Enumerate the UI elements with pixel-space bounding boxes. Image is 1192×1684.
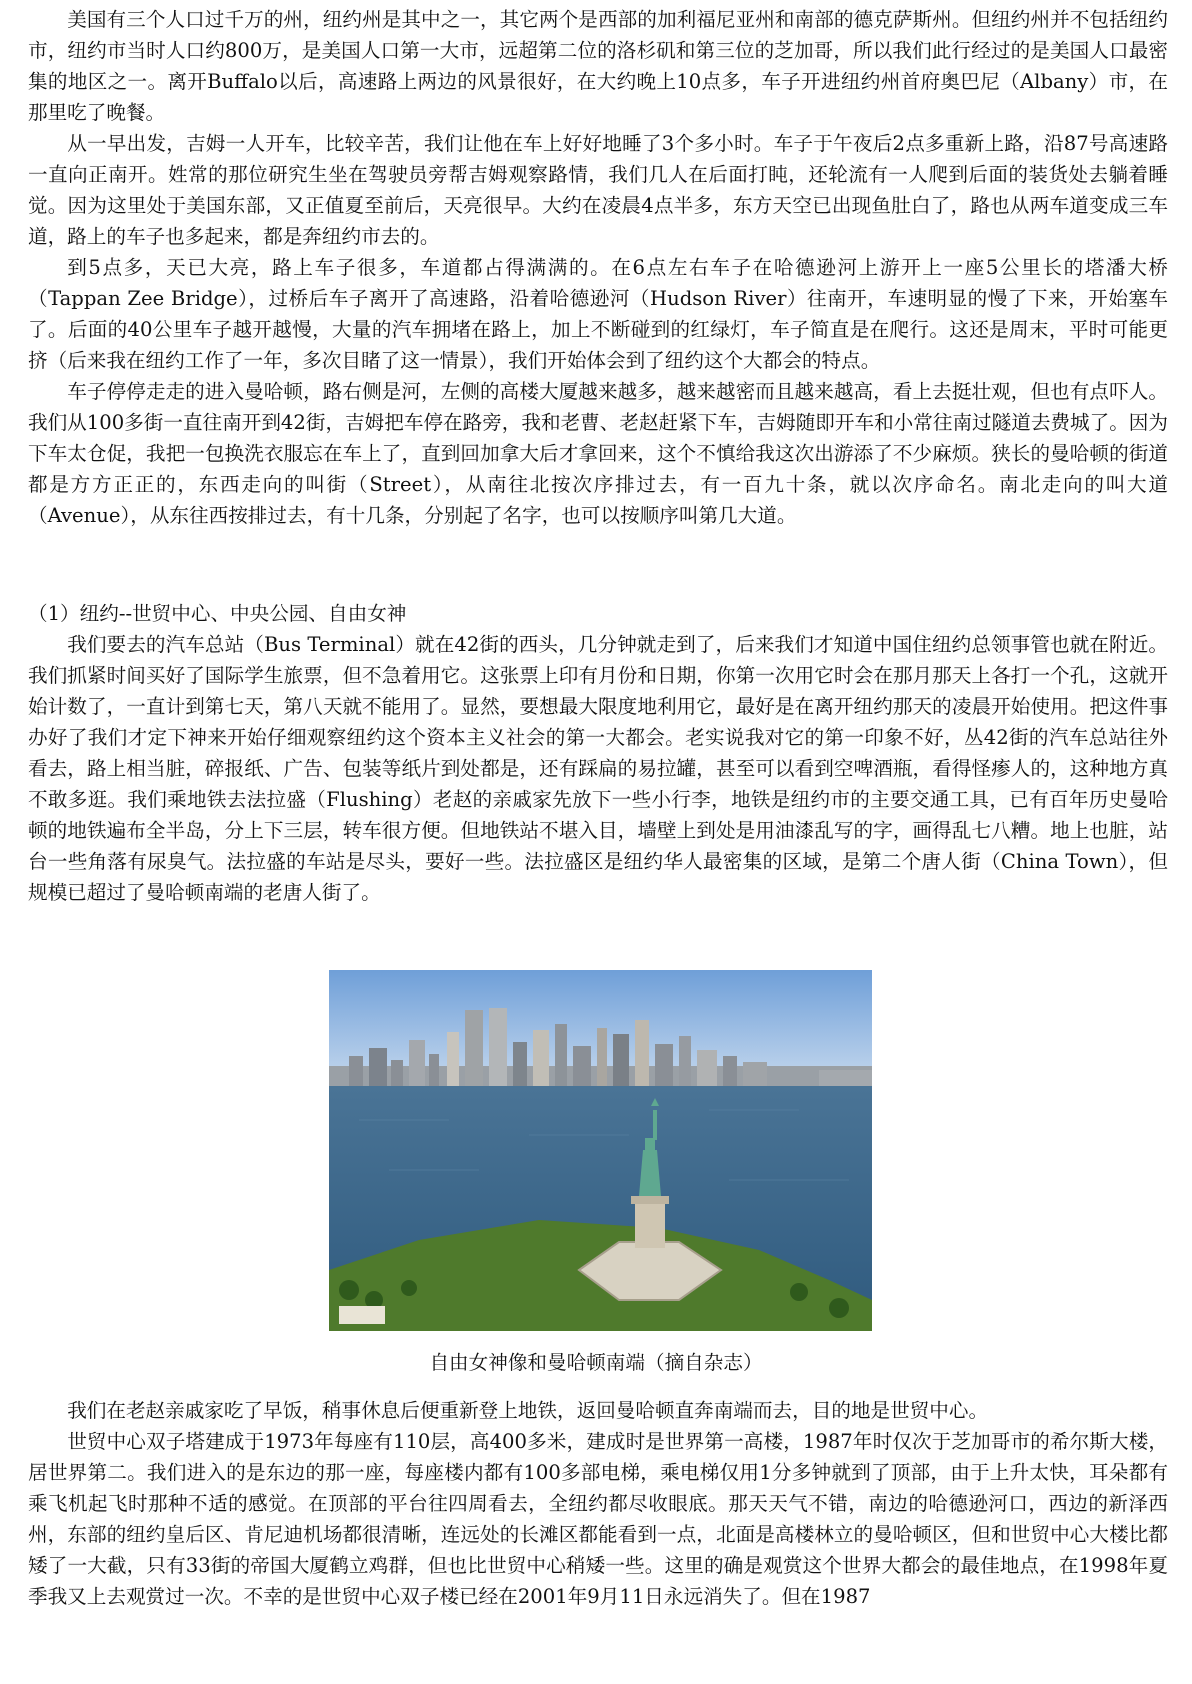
section-heading-text: 纽约--世贸中心、中央公园、自由女神 xyxy=(79,602,407,625)
paragraph: 我们在老赵亲戚家吃了早饭，稍事休息后便重新登上地铁，返回曼哈顿直奔南端而去，目的地是世贸中心。 xyxy=(67,1399,989,1422)
continued-text-block xyxy=(28,1395,1168,1612)
paragraph: 美国有三个人口过千万的州，纽约州是其中之一，其它两个是西部的加利福尼亚州和南部的德克萨斯州。但纽约州并不包括纽约市，纽约市当时人口约800万，是美国人口第一大市，远超第二位的洛杉矶和第三位的芝加哥，所以我们此行经过的是美国人口最密集的地区之一。离开Buffalo以后，高速路上两边的风景很好，在大约晚上10点多，车子开进纽约州首府奥巴尼（Albany）市，在那里吃了晚餐。 xyxy=(28,8,1168,124)
pedestal xyxy=(635,1202,665,1248)
statue-of-liberty-photo xyxy=(329,970,872,1331)
paragraph: 世贸中心双子塔建成于1973年每座有110层，高400多米，建成时是世界第一高楼，1987年时仅次于芝加哥市的希尔斯大楼，居世界第二。我们进入的是东边的那一座，每座楼内都有100多部电梯，乘电梯仅用1分多钟就到了顶部，由于上升太快，耳朵都有乘飞机起飞时那种不适的感觉。在顶部的平台往四周看去，全纽约都尽收眼底。那天天气不错，南边的哈德逊河口，西边的新泽西州，东部的纽约皇后区、肯尼迪机场都很清晰，连远处的长滩区都能看到一点，北面是高楼林立的曼哈顿区，但和世贸中心大楼比都矮了一大截，只有33街的帝国大厦鹤立鸡群，但也比世贸中心稍矮一些。这里的确是观赏这个世界大都会的最佳地点，在1998年夏季我又上去观赏过一次。不幸的是世贸中心双子楼已经在2001年9月11日永远消失了。但在1987 xyxy=(28,1430,1168,1608)
section-text-block xyxy=(28,598,1168,908)
intro-text-block xyxy=(28,4,1168,531)
photo-caption: 自由女神像和曼哈顿南端（摘自杂志） xyxy=(429,1351,763,1374)
paragraph: 到5点多，天已大亮，路上车子很多，车道都占得满满的。在6点左右车子在哈德逊河上游开上一座5公里长的塔潘大桥（Tappan Zee Bridge），过桥后车子离开了高速路，沿着哈德逊河（Hudson River）往南开，车速明显的慢了下来，开始塞车了。后面的40公里车子越开越慢，大量的汽车拥堵在路上，加上不断碰到的红绿灯，车子简直是在爬行。这还是周末，平时可能更挤（后来我在纽约工作了一年，多次目睹了这一情景），我们开始体会到了纽约这个大都会的特点。 xyxy=(28,256,1168,372)
small-building xyxy=(339,1306,385,1324)
section-heading xyxy=(28,598,1168,629)
paragraph: 车子停停走走的进入曼哈顿，路右侧是河，左侧的高楼大厦越来越多，越来越密而且越来越高，看上去挺壮观，但也有点吓人。我们从100多街一直往南开到42街，吉姆把车停在路旁，我和老曹、老赵赶紧下车，吉姆随即开车和小常往南过隧道去费城了。因为下车太仓促，我把一包换洗衣服忘在车上了，直到回加拿大后才拿回来，这个不慎给我这次出游添了不少麻烦。狭长的曼哈顿的街道都是方方正正的，东西走向的叫街（Street），从南往北按次序排过去，有一百九十条，就以次序命名。南北走向的叫大道（Avenue），从东往西按排过去，有十几条，分别起了名字，也可以按顺序叫第几大道。 xyxy=(28,380,1168,527)
paragraph: 我们要去的汽车总站（Bus Terminal）就在42街的西头，几分钟就走到了，后来我们才知道中国住纽约总领事管也就在附近。我们抓紧时间买好了国际学生旅票，但不急着用它。这张票上印有月份和日期，你第一次用它时会在那月那天上各打一个孔，这就开始计数了，一直计到第七天，第八天就不能用了。显然，要想最大限度地利用它，最好是在离开纽约那天的凌晨开始使用。把这件事办好了我们才定下神来开始仔细观察纽约这个资本主义社会的第一大都会。老实说我对它的第一印象不好，丛42街的汽车总站往外看去，路上相当脏，碎报纸、广告、包装等纸片到处都是，还有踩扁的易拉罐，甚至可以看到空啤酒瓶，看得怪瘆人的，这种地方真不敢多逛。我们乘地铁去法拉盛（Flushing）老赵的亲戚家先放下一些小行李，地铁是纽约市的主要交通工具，已有百年历史曼哈顿的地铁遍布全半岛，分上下三层，转车很方便。但地铁站不堪入目，墙壁上到处是用油漆乱写的字，画得乱七八糟。地上也脏，站台一些角落有尿臭气。法拉盛的车站是尽头，要好一些。法拉盛区是纽约华人最密集的区域，是第二个唐人街（China Town），但规模已超过了曼哈顿南端的老唐人街了。 xyxy=(28,633,1168,904)
paragraph: 从一早出发，吉姆一人开车，比较辛苦，我们让他在车上好好地睡了3个多小时。车子于午夜后2点多重新上路，沿87号高速路一直向正南开。姓常的那位研究生坐在驾驶员旁帮吉姆观察路情，我们几人在后面打盹，还轮流有一人爬到后面的装货处去躺着睡觉。因为这里处于美国东部，又正值夏至前后，天亮很早。大约在凌晨4点半多，东方天空已出现鱼肚白了，路也从两车道变成三车道，路上的车子也多起来，都是奔纽约市去的。 xyxy=(28,132,1168,248)
pedestal-top xyxy=(631,1196,669,1204)
section-heading-number: （1） xyxy=(28,602,80,625)
